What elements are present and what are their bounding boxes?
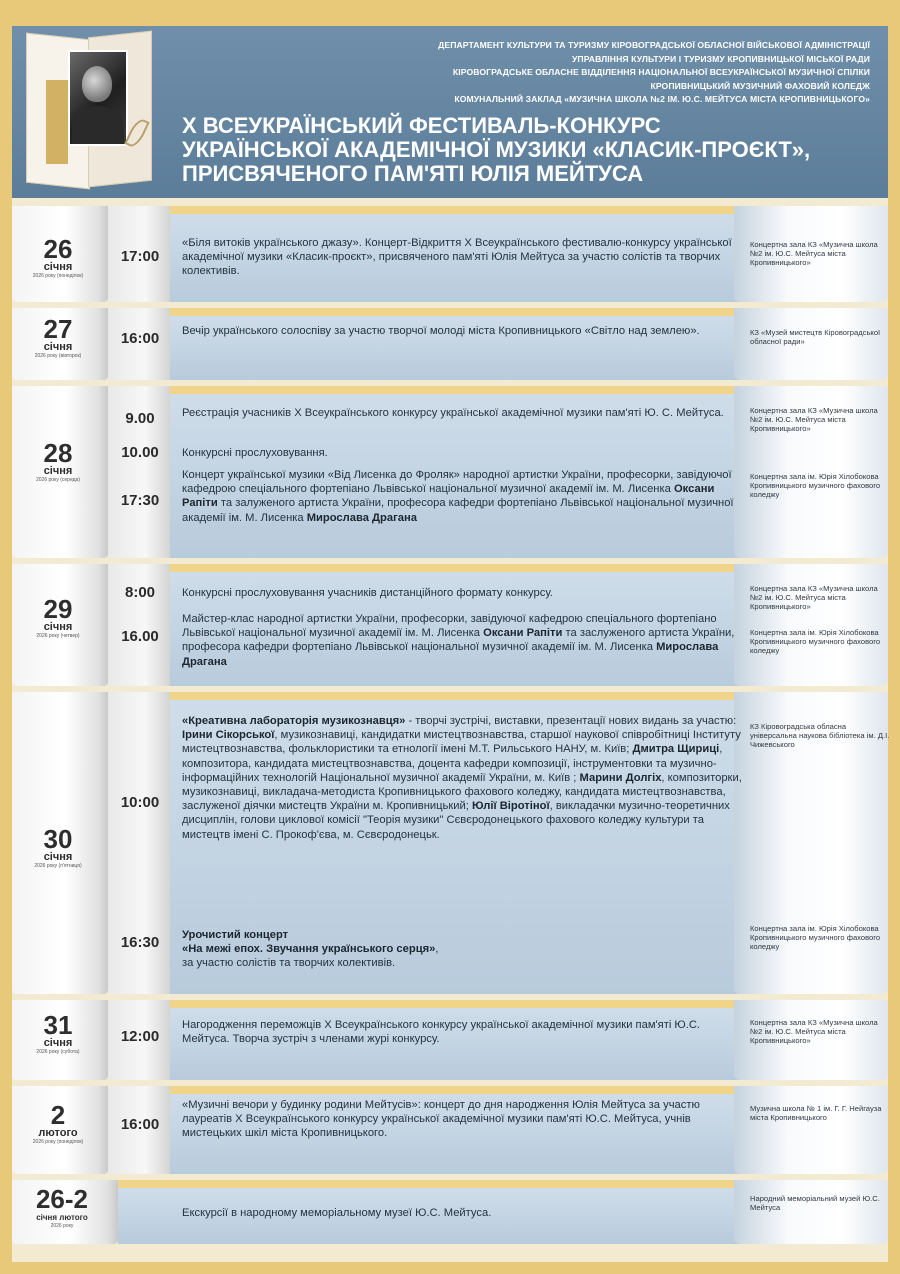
event-venue: КЗ «Музей мистецтв Кіровоградської обласної ради» bbox=[750, 328, 881, 346]
event-time: 16:30 bbox=[120, 934, 160, 951]
event-venue: Концертна зала ім. Юрія Хілобокова Кропивницького музичного фахового коледжу bbox=[750, 472, 881, 499]
event-description: Конкурсні прослуховування учасників дистанційного формату конкурсу. bbox=[182, 587, 553, 599]
title-line: УКРАЇНСЬКОЇ АКАДЕМІЧНОЇ МУЗИКИ «КЛАСИК-ПРОЄКТ», bbox=[182, 137, 811, 162]
event-venue: Концертна зала ім. Юрія Хілобокова Кропивницького музичного фахового коледжу bbox=[750, 628, 881, 655]
event-time: 10:00 bbox=[120, 794, 160, 811]
organizers-list bbox=[340, 39, 870, 107]
event-description: «Біля витоків українського джазу». Концерт-Відкриття Х Всеукраїнського фестивалю-конкурсу української академічної музики «Класик-проєкт», присвяченого пам'яті Юлія Мейтуса за участю солістів та творчих колективів. bbox=[182, 237, 732, 278]
event-venue: Концертна зала КЗ «Музична школа №2 ім. Ю.С. Мейтуса міста Кропивницького» bbox=[750, 240, 878, 267]
event-venue: КЗ Кіровоградська обласна універсальна наукова бібліотека ім. Д.І. Чижевського bbox=[750, 722, 890, 749]
event-title: «Креативна лабораторія музикознавця» bbox=[182, 715, 406, 727]
title-line: ПРИСВЯЧЕНОГО ПАМ'ЯТІ ЮЛІЯ МЕЙТУСА bbox=[182, 161, 644, 186]
event-venue: Народний меморіальний музей Ю.С. Мейтуса bbox=[750, 1194, 880, 1212]
date-block: 27 січня 2026 року (вівторок) bbox=[34, 314, 82, 359]
performer-name: Оксани Рапіти bbox=[483, 627, 563, 640]
event-time: 16:00 bbox=[120, 330, 160, 347]
day-row-29 bbox=[12, 564, 888, 686]
organizer-line: УПРАВЛІННЯ КУЛЬТУРИ І ТУРИЗМУ КРОПИВНИЦЬКОЇ МІСЬКОЇ РАДИ bbox=[571, 53, 870, 64]
event-time: 10.00 bbox=[121, 444, 159, 461]
day-row-26-2 bbox=[12, 1180, 888, 1244]
event-description: Нагородження переможців Х Всеукраїнського конкурсу української академічної музики пам'яті Ю.С. Мейтуса. Творча зустріч з членами журі конкурсу. bbox=[182, 1019, 701, 1046]
organizer-line: ДЕПАРТАМЕНТ КУЛЬТУРИ ТА ТУРИЗМУ КІРОВОГРАДСЬКОЇ ОБЛАСНОЇ ВІЙСЬКОВОЇ АДМІНІСТРАЦІЇ bbox=[438, 40, 870, 50]
festival-title bbox=[182, 114, 882, 186]
date-block: 2 лютого 2026 року (понеділок) bbox=[32, 1100, 84, 1145]
event-description: Майстер-клас народної артистки України, професорки, завідуючої кафедрою спеціального фортепіано Львівської національної музичної академії ім. М. Лисенка Оксани Рапіти та заслуженого артиста України, професора кафедри фортепіано Львівської національної музичної академії ім. М. Лисенка Мирослава Драгана bbox=[182, 613, 735, 668]
event-description: Вечір українського солоспіву за участю творчої молоді міста Кропивницького «Світло над землею». bbox=[182, 325, 700, 337]
event-venue: Концертна зала КЗ «Музична школа №2 ім. Ю.С. Мейтуса міста Кропивницького» bbox=[750, 1018, 878, 1045]
concert-name: «На межі епох. Звучання українського серця» bbox=[182, 943, 436, 956]
date-block: 31 січня 2026 року (субота) bbox=[36, 1010, 80, 1055]
day-row-27 bbox=[12, 308, 888, 380]
organizer-line: КІРОВОГРАДСЬКЕ ОБЛАСНЕ ВІДДІЛЕННЯ НАЦІОНАЛЬНОЇ ВСЕУКРАЇНСЬКОЇ МУЗИЧНОЇ СПІЛКИ bbox=[452, 67, 870, 77]
concert-description: Урочистий концерт «На межі епох. Звучання українського серця», за участю солістів та творчих колективів. bbox=[182, 929, 439, 970]
performer-name: Оксани Рапіти bbox=[182, 483, 715, 510]
event-description: «Музичні вечори у будинку родини Мейтусів»: концерт до дня народження Юлія Мейтуса за участю лауреатів Х Всеукраїнського конкурсу української академічної музики пам'яті Ю.С. Мейтуса, учнів мистецьких шкіл міста Кропивницького. bbox=[182, 1099, 700, 1140]
date-block: 30 січня 2026 року (п'ятниця) bbox=[34, 824, 82, 869]
event-description: «Креативна лабораторія музикознавця» - творчі зустрічі, виставки, презентації нових видань за участю: Ірини Сікорської, музикознавиці, кандидатки мистецтвознавства, старшої наукової співробітниці Інституту мистецтвознавства, фольклористики та етнології імені М.Т. Рильського НАНУ, м. Київ; Дмитра Щириці, композитора, кандидата мистецтвознавства, доцента кафедри композиції, інструментовки та музично-інформаційних технологій Національної музичної академії України, м. Київ ; Марини Долгіх, композиторки, музикознавиці, викладача-методиста Кропивницького фахового коледжу, кандидата мистецтвознавства, заслуженої діячки мистецтв України м. Кропивницький; Юлії Віротіної, викладачки музично-теоретичних дисциплін, голови циклової комісії "Теорія музики" Сєвєродонецького фахового коледжу культури та мистецтв імені С. Прокоф'єва, м. Сєвєродонецьк. bbox=[182, 715, 742, 841]
event-venue: Концертна зала ім. Юрія Хілобокова Кропивницького музичного фахового коледжу bbox=[750, 924, 881, 951]
event-description: Реєстрація учасників Х Всеукраїнського конкурсу української академічної музики пам'яті Ю. С. Мейтуса. bbox=[182, 407, 724, 419]
event-time: 9.00 bbox=[125, 410, 155, 427]
date-block: 28 січня 2026 року (середа) bbox=[36, 438, 80, 483]
day-row-28 bbox=[12, 386, 888, 558]
date-block: 29 січня 2026 року (четвер) bbox=[36, 594, 80, 639]
event-venue: Концертна зала КЗ «Музична школа №2 ім. Ю.С. Мейтуса міста Кропивницького» bbox=[750, 584, 878, 611]
participant-name: Юлії Віротіної bbox=[471, 800, 550, 813]
event-time: 16:00 bbox=[120, 1116, 160, 1133]
event-description: Конкурсні прослуховування. bbox=[182, 447, 328, 459]
event-venue: Концертна зала КЗ «Музична школа №2 ім. Ю.С. Мейтуса міста Кропивницького» bbox=[750, 406, 878, 433]
performer-name: Мирослава Драгана bbox=[306, 511, 417, 524]
date-block: 26 січня 2026 року (понеділок) bbox=[32, 234, 84, 279]
participant-name: Дмитра Щириці bbox=[632, 743, 720, 756]
day-row-26 bbox=[12, 206, 888, 302]
portrait-photo bbox=[68, 50, 128, 146]
event-time: 16.00 bbox=[121, 628, 159, 645]
day-row-31 bbox=[12, 1000, 888, 1080]
event-time: 17:00 bbox=[120, 248, 160, 265]
event-time: 12:00 bbox=[120, 1028, 160, 1045]
date-block: 26-2 січня лютого 2026 року bbox=[35, 1184, 89, 1229]
participant-name: Ірини Сікорської bbox=[182, 729, 275, 742]
day-row-2 bbox=[12, 1086, 888, 1174]
day-row-30 bbox=[12, 692, 888, 994]
event-venue: Музична школа № 1 ім. Г. Г. Нейгауза міста Кропивницького bbox=[750, 1104, 882, 1122]
organizer-line: КРОПИВНИЦЬКИЙ МУЗИЧНИЙ ФАХОВИЙ КОЛЕДЖ bbox=[650, 80, 870, 91]
festival-logo bbox=[20, 14, 160, 190]
event-description: Екскурсії в народному меморіальному музеї Ю.С. Мейтуса. bbox=[182, 1207, 492, 1219]
title-line: Х ВСЕУКРАЇНСЬКИЙ ФЕСТИВАЛЬ-КОНКУРС bbox=[182, 113, 661, 138]
event-time: 8:00 bbox=[124, 584, 156, 601]
performer-name: Мирослава Драгана bbox=[182, 641, 719, 668]
event-time: 17:30 bbox=[120, 492, 160, 509]
event-description: Концерт української музики «Від Лисенка до Фроляк» народної артистки України, професорки, завідуючої кафедрою спеціального фортепіано Львівської національної музичної академії ім. М. Лисенка Оксани Рапіти та залуженого артиста України, професора кафедри фортепіано Львівської національної музичної академії ім. М. Лисенка Мирослава Драгана bbox=[182, 469, 734, 524]
participant-name: Марини Долгіх bbox=[579, 771, 662, 784]
organizer-line: КОМУНАЛЬНИЙ ЗАКЛАД «МУЗИЧНА ШКОЛА №2 ІМ. Ю.С. МЕЙТУСА МІСТА КРОПИВНИЦЬКОГО» bbox=[454, 94, 870, 104]
